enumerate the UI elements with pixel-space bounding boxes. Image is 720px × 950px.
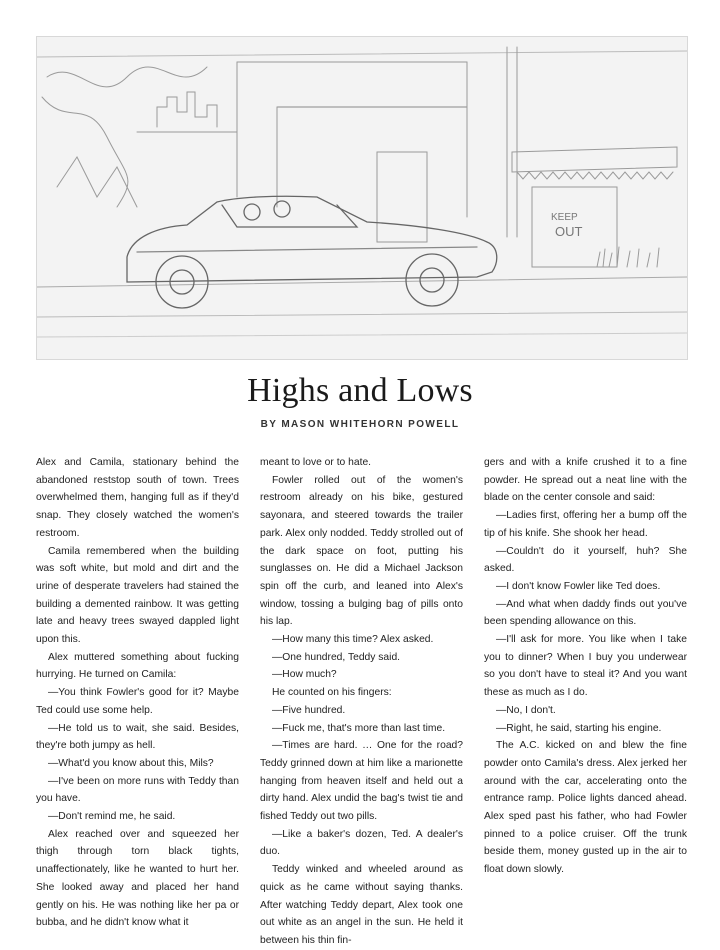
text-column-1 bbox=[36, 454, 239, 929]
paragraph: —He told us to wait, she said. Besides, they're both jumpy as hell. bbox=[36, 722, 239, 752]
sign-text-keep: KEEP bbox=[551, 212, 578, 223]
paragraph: —Times are hard. … One for the road? Teddy grinned down at him like a marionette hanging from heaven itself and held out a dirty hand. Alex undid the bag's twist tie and fished Teddy out two pills. bbox=[260, 740, 463, 823]
paragraph: —How many this time? Alex asked. bbox=[272, 634, 434, 646]
article-title: Highs and Lows bbox=[247, 372, 473, 409]
paragraph: —Right, he said, starting his engine. bbox=[496, 722, 662, 734]
paragraph: —I don't know Fowler like Ted does. bbox=[496, 580, 661, 592]
paragraph: Alex reached over and squeezed her thigh through torn black tights, unaffectionately, like he wanted to hurt her. She looked away and placed her hand gently on his. He was nothing like her pa or bubba, and he didn't know what it bbox=[36, 828, 239, 929]
article-body bbox=[36, 454, 687, 946]
paragraph: —Couldn't do it yourself, huh? She asked. bbox=[484, 545, 687, 575]
paragraph: Alex and Camila, stationary behind the abandoned reststop south of town. Trees overwhelmed them, hanging full as if they'd snap. They closely watched the women's restroom. bbox=[36, 457, 239, 539]
paragraph: —How much? bbox=[272, 669, 337, 681]
text-column-2 bbox=[260, 454, 463, 946]
paragraph: —Don't remind me, he said. bbox=[48, 811, 176, 823]
paragraph: —I'll ask for more. You like when I take you to dinner? When I buy you underwear so you don't have to steal it? And you want these as much as I do. bbox=[484, 634, 687, 699]
text-column-3 bbox=[484, 454, 687, 924]
pencil-sketch-illustration bbox=[36, 36, 688, 360]
paragraph: —I've been on more runs with Teddy than you have. bbox=[36, 775, 239, 805]
sign-text-out: OUT bbox=[555, 224, 583, 239]
paragraph: —No, I don't. bbox=[496, 704, 556, 716]
paragraph: He counted on his fingers: bbox=[272, 687, 392, 699]
article-byline: BY MASON WHITEHORN POWELL bbox=[260, 419, 460, 430]
paragraph: —You think Fowler's good for it? Maybe Ted could use some help. bbox=[36, 687, 239, 716]
paragraph: Camila remembered when the building was soft white, but mold and dirt and the urine of desperate travelers had stained the building a demented rainbow. It was getting late and heavy trees swayed dappled light upon this. bbox=[36, 545, 239, 646]
paragraph: The A.C. kicked on and blew the fine powder onto Camila's dress. Alex jerked her around with the car, accelerating onto the entrance ramp. Police lights danced ahead. Alex sped past his father, who had Fowler pinned to a police cruiser. Off the trunk beside them, money gusted up in the air to float down slowly. bbox=[484, 740, 687, 876]
car-sketch-drawing bbox=[37, 37, 687, 359]
paragraph: —Like a baker's dozen, Ted. A dealer's duo. bbox=[260, 828, 463, 858]
paragraph: Teddy winked and wheeled around as quick as he came without saying thanks. After watching Teddy depart, Alex took one out white as an angel in the sun. He held it between his thin fin- bbox=[260, 864, 463, 946]
paragraph: Fowler rolled out of the women's restroom already on his bike, gestured sayonara, and steered towards the trailer park. Alex only nodded. Teddy strolled out of the dark space on foot, putting his sunglasses on. He did a Michael Jackson spin off the curb, and leaned into Alex's window, tossing a bulging bag of pills onto his lap. bbox=[260, 474, 463, 628]
paragraph: —Fuck me, that's more than last time. bbox=[272, 722, 446, 734]
paragraph: gers and with a knife crushed it to a fine powder. He spread out a neat line with the blade on the center console and said: bbox=[484, 457, 687, 504]
paragraph: —One hundred, Teddy said. bbox=[272, 651, 401, 663]
paragraph: Alex muttered something about fucking hurrying. He turned on Camila: bbox=[36, 651, 239, 681]
paragraph: —And what when daddy finds out you've been spending allowance on this. bbox=[484, 598, 687, 628]
paragraph: —Five hundred. bbox=[272, 704, 346, 716]
paragraph: —Ladies first, offering her a bump off the tip of his knife. She shook her head. bbox=[484, 510, 687, 539]
paragraph: meant to love or to hate. bbox=[260, 457, 372, 468]
paragraph: —What'd you know about this, Mils? bbox=[48, 757, 214, 769]
